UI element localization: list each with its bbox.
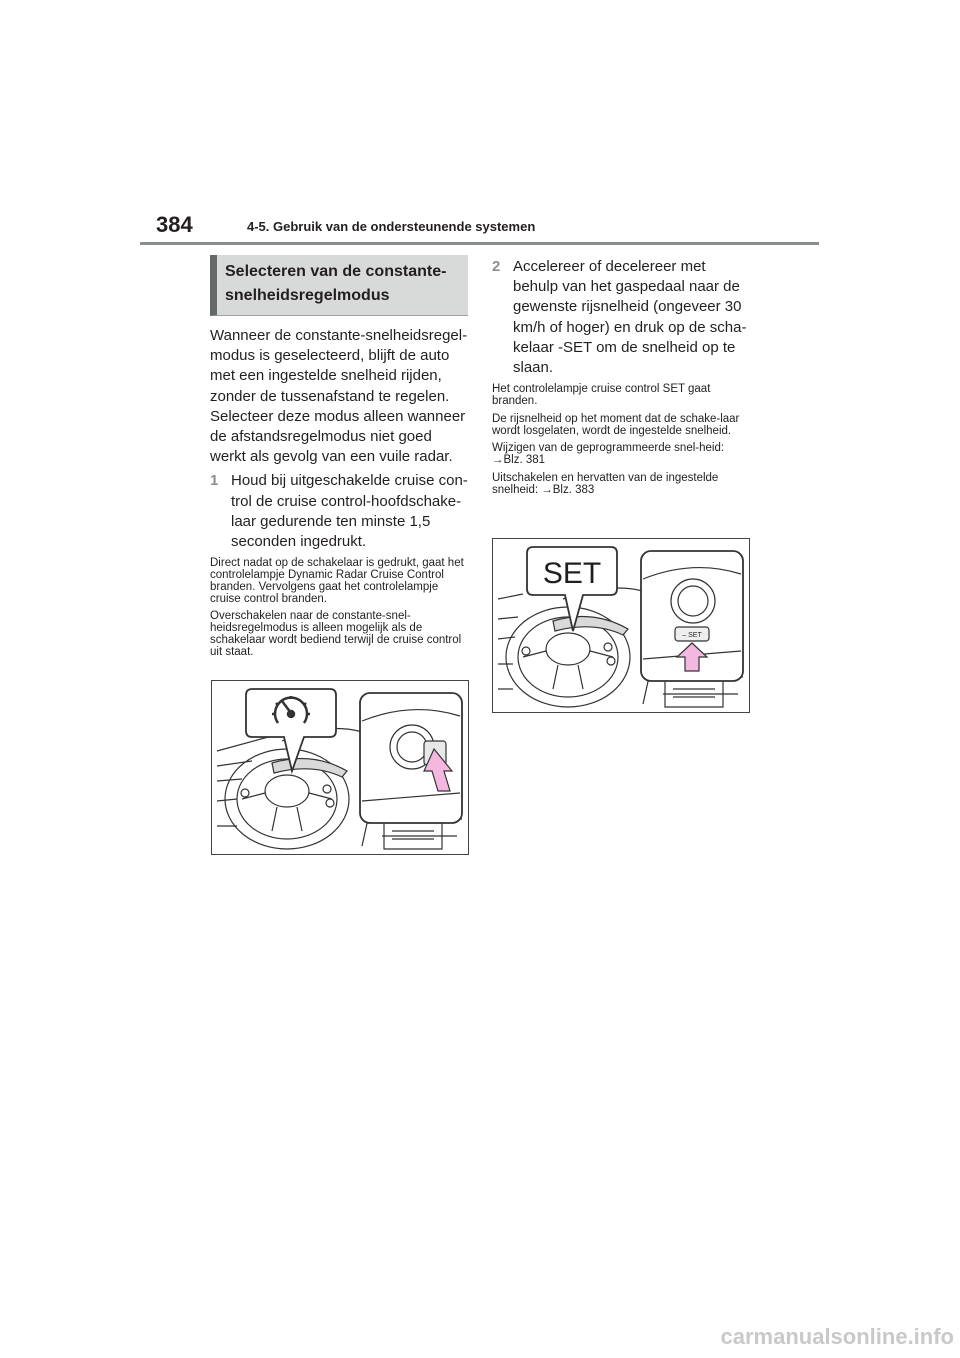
chapter-title: 4-5. Gebruik van de ondersteunende systemen	[247, 219, 536, 234]
callout-set-label: SET	[542, 557, 602, 590]
page-number: 384	[156, 212, 193, 237]
step-number: 1	[210, 472, 219, 490]
note: Het controlelampje cruise control SET gaat branden.	[492, 383, 711, 408]
step-2	[492, 257, 750, 378]
intro-paragraph: Wanneer de constante-snelheidsregel-modus is geselecteerd, blijft de auto met een ingestelde snelheid rijden, zonder de tussenafstand te regelen. Selecteer deze modus alleen wanneer de afstandsregelmodus niet goed werkt als gevolg van een vuile radar.	[210, 327, 468, 466]
set-switch-label: – SET	[682, 632, 702, 639]
note: Overschakelen naar de constante-snel-heidsregelmodus is alleen mogelijk als de schakelaar wordt bediend terwijl de cruise control uit staat.	[210, 610, 462, 658]
note: Uitschakelen en hervatten van de ingestelde snelheid: →Blz. 383	[492, 472, 719, 496]
note: Wijzigen van de geprogrammeerde snel-heid: →Blz. 381	[492, 442, 725, 467]
note: De rijsnelheid op het moment dat de schake-laar wordt losgelaten, wordt de ingestelde snelheid.	[492, 412, 740, 437]
step-text: Accelereer of decelereer met behulp van het gaspedaal naar de gewenste rijsnelheid (ongeveer 30 km/h of hoger) en druk op de scha-kelaar -SET om de snelheid op te slaan.	[513, 258, 747, 377]
step-number: 2	[492, 258, 501, 275]
figure-cruise-main-switch	[211, 680, 469, 855]
left-column	[210, 255, 468, 665]
step-1	[210, 471, 468, 552]
section-heading: Selecteren van de constante-snelheidsregelmodus	[210, 255, 468, 316]
right-column	[492, 255, 750, 503]
step-text: Houd bij uitgeschakelde cruise con-trol de cruise control-hoofdschake-laar gedurende ten minste 1,5 seconden ingedrukt.	[231, 472, 468, 551]
figure-set-switch	[492, 538, 750, 713]
footer-watermark: carmanualsonline.info	[720, 1324, 954, 1349]
header-rule	[140, 242, 819, 245]
note: Direct nadat op de schakelaar is gedrukt, gaat het controlelampje Dynamic Radar Cruise Control branden. Vervolgens gaat het controlelampje cruise control branden.	[210, 557, 464, 605]
